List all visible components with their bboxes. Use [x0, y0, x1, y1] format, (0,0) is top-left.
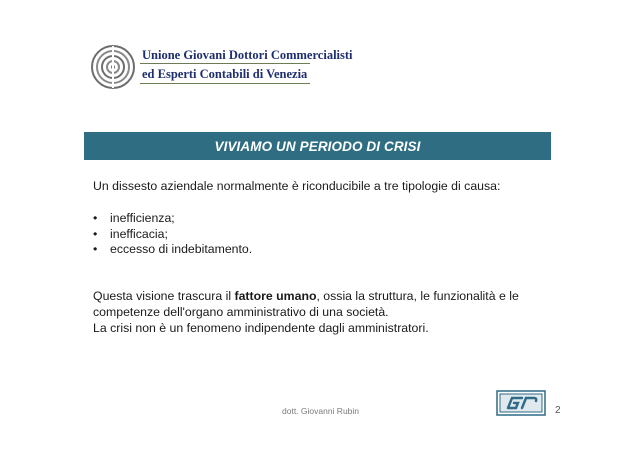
org-name-line2: ed Esperti Contabili di Venezia	[142, 67, 308, 81]
para-bold-text: fattore umano	[234, 289, 317, 304]
org-name-line1: Unione Giovani Dottori Commercialisti	[142, 48, 353, 62]
org-logo	[84, 40, 353, 96]
concentric-circle-emblem-icon	[90, 44, 136, 90]
slide-body	[93, 179, 553, 337]
footer-author: dott. Giovanni Rubin	[282, 406, 360, 416]
causes-list	[93, 211, 553, 258]
logo-divider	[140, 63, 310, 64]
para-text-before: Questa visione trascura il	[93, 289, 235, 304]
logo-divider	[140, 83, 310, 84]
list-item: • inefficacia;	[93, 227, 553, 243]
slide-title: VIVIAMO UN PERIODO DI CRISI	[214, 138, 421, 154]
intro-text: Un dissesto aziendale normalmente è riconducibile a tre tipologie di causa:	[93, 179, 501, 193]
human-factor-paragraph	[93, 289, 553, 321]
list-item: • eccesso di indebitamento.	[93, 242, 553, 258]
para-text-after: , ossia la struttura, le funzionalità e le competenze dell'organo amministrativo di una società.	[93, 289, 519, 319]
gr-monogram-icon	[496, 390, 546, 416]
conclusion-text: La crisi non è un fenomeno indipendente dagli amministratori.	[93, 320, 429, 335]
slide-title-bar	[84, 132, 551, 160]
list-item: • inefficienza;	[93, 211, 553, 227]
page-number: 2	[555, 405, 561, 416]
